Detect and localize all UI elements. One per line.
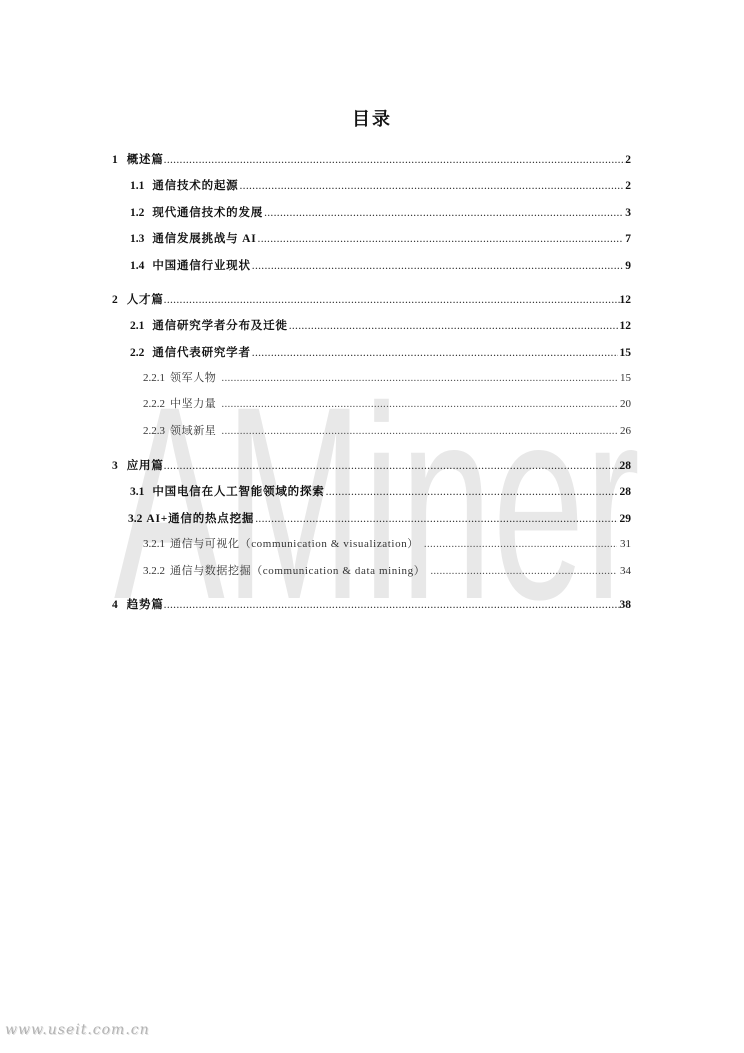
- toc-entry-page: 38: [619, 599, 631, 611]
- toc-entry-number: 1.3: [130, 233, 145, 245]
- dot-leader: [424, 536, 617, 552]
- toc-entry-title: 现代通信技术的发展: [152, 207, 264, 219]
- toc-entry-page: 28: [619, 460, 631, 472]
- toc-entry-number: 1.4: [130, 260, 145, 272]
- toc-entry-title: 领域新星: [170, 425, 217, 437]
- toc-entry-3-2[interactable]: [128, 511, 631, 527]
- dot-leader: [258, 231, 624, 247]
- toc-entry-page: 12: [619, 320, 631, 332]
- toc-entry-page: 2: [625, 154, 631, 166]
- dot-leader: [430, 563, 617, 579]
- toc-entry-page: 12: [619, 294, 631, 306]
- toc-entry-2-2-1[interactable]: [143, 370, 631, 386]
- toc-entry-page: 20: [620, 398, 631, 410]
- toc-entry-page: 9: [625, 260, 631, 272]
- toc-entry-3-2-2[interactable]: [143, 563, 631, 579]
- toc-entry-3-1[interactable]: [130, 484, 631, 500]
- toc-entry-title: 中国电信在人工智能领域的探索: [152, 486, 325, 498]
- site-watermark: www.useit.com.cn: [5, 1022, 150, 1038]
- toc-entry-1-3[interactable]: [130, 231, 631, 247]
- toc-entry-title: 通信与数据挖掘（communication & data mining）: [170, 565, 426, 577]
- toc-entry-title: AI+通信的热点挖掘: [146, 513, 255, 525]
- toc-entry-page: 34: [620, 565, 631, 577]
- toc-entry-chapter-4[interactable]: [112, 597, 631, 613]
- toc-entry-number: 1.2: [130, 207, 145, 219]
- toc-entry-title: 通信技术的起源: [152, 180, 239, 192]
- toc-entry-title: 领军人物: [170, 372, 217, 384]
- dot-leader: [252, 345, 618, 361]
- toc-entry-page: 15: [620, 372, 631, 384]
- toc-entry-title: 通信研究学者分布及迁徙: [152, 320, 288, 332]
- toc-entry-number: 3.1: [130, 486, 145, 498]
- toc-entry-title: 通信与可视化（communication & visualization）: [170, 538, 419, 550]
- toc-entry-number: 1: [112, 154, 118, 166]
- toc-entry-title: 应用篇: [126, 460, 164, 472]
- toc-entry-number: 2.2: [130, 347, 145, 359]
- toc-entry-number: 2: [112, 294, 118, 306]
- toc-entry-2-2[interactable]: [130, 345, 631, 361]
- toc-entry-number: 4: [112, 599, 118, 611]
- toc-entry-number: 3: [112, 460, 118, 472]
- toc-entry-2-2-3[interactable]: [143, 423, 631, 439]
- toc-entry-title: 通信发展挑战与 AI: [152, 233, 257, 245]
- dot-leader: [264, 205, 623, 221]
- dot-leader: [252, 258, 623, 274]
- toc-entry-chapter-3[interactable]: [112, 458, 631, 474]
- toc-entry-number: 2.2.1: [143, 372, 165, 384]
- dot-leader: [164, 152, 626, 168]
- toc-entry-page: 3: [625, 207, 631, 219]
- dot-leader: [289, 318, 618, 334]
- toc-entry-chapter-1[interactable]: [112, 152, 631, 168]
- toc-entry-page: 31: [620, 538, 631, 550]
- toc-entry-title: 中国通信行业现状: [152, 260, 251, 272]
- toc-entry-title: 人才篇: [126, 294, 164, 306]
- dot-leader: [239, 178, 623, 194]
- toc-entry-page: 7: [625, 233, 631, 245]
- toc-entry-number: 3.2: [128, 513, 143, 525]
- toc-entry-2-2-2[interactable]: [143, 396, 631, 412]
- toc-entry-number: 1.1: [130, 180, 145, 192]
- toc-entry-page: 2: [625, 180, 631, 192]
- toc-entry-2-1[interactable]: [130, 318, 631, 334]
- toc-entry-number: 2.1: [130, 320, 145, 332]
- toc-entry-title: 概述篇: [126, 154, 164, 166]
- toc-entry-1-2[interactable]: [130, 205, 631, 221]
- dot-leader: [221, 396, 617, 412]
- dot-leader: [164, 458, 620, 474]
- dot-leader: [255, 511, 617, 527]
- toc-entry-page: 26: [620, 425, 631, 437]
- toc-entry-number: 3.2.2: [143, 565, 165, 577]
- toc-entry-page: 15: [619, 347, 631, 359]
- toc-entry-number: 2.2.3: [143, 425, 165, 437]
- dot-leader: [326, 484, 618, 500]
- toc-entry-3-2-1[interactable]: [143, 536, 631, 552]
- toc-entry-1-4[interactable]: [130, 258, 631, 274]
- toc-entry-number: 2.2.2: [143, 398, 165, 410]
- dot-leader: [221, 423, 617, 439]
- toc-entry-title: 通信代表研究学者: [152, 347, 251, 359]
- dot-leader: [221, 370, 617, 386]
- page-title: 目录: [352, 109, 392, 130]
- dot-leader: [164, 292, 620, 308]
- toc-entry-page: 28: [619, 486, 631, 498]
- toc-entry-chapter-2[interactable]: [112, 292, 631, 308]
- toc-entry-title: 中坚力量: [170, 398, 217, 410]
- toc-entry-page: 29: [619, 513, 631, 525]
- toc-entry-title: 趋势篇: [126, 599, 164, 611]
- watermark-text: AMiner: [114, 350, 640, 657]
- dot-leader: [164, 597, 620, 613]
- toc-entry-1-1[interactable]: [130, 178, 631, 194]
- toc-entry-number: 3.2.1: [143, 538, 165, 550]
